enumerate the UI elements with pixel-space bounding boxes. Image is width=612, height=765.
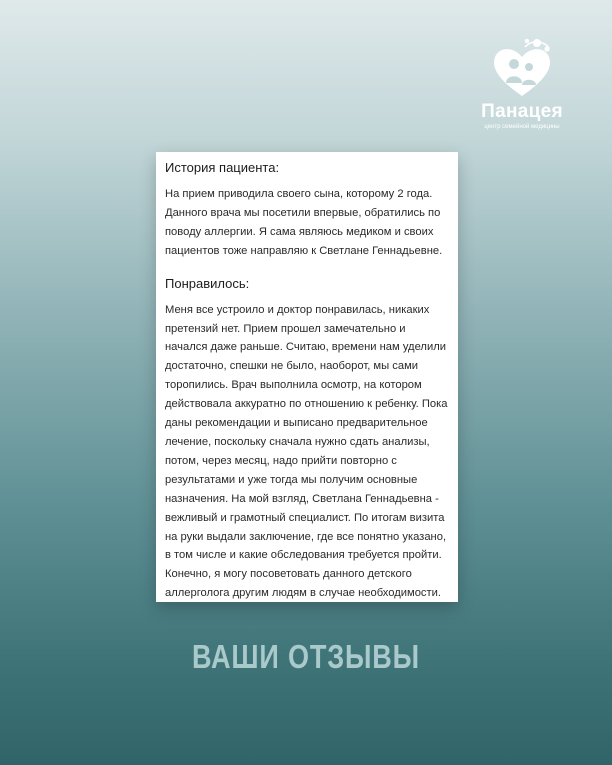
review-card: [156, 152, 458, 602]
clinic-tagline: центр семейной медицины: [484, 124, 560, 130]
heart-family-icon: [489, 38, 555, 100]
clinic-logo: [472, 38, 572, 134]
clinic-name: Панацея: [481, 101, 563, 122]
page-heading: ВАШИ ОТЗЫВЫ: [192, 638, 420, 675]
liked-text: Меня все устроило и доктор понравилась, никаких претензий нет. Прием прошел замечательно и начался даже раньше. Считаю, времени нам уделили достаточно, спешки не было, наоборот, мы сами торопились. Врач выполнила осмотр, на котором действовала аккуратно по отношению к ребенку. Пока даны рекомендации и выписано предварительное лечение, поскольку сначала нужно сдать анализы, потом, через месяц, надо прийти повторно с результатами и уже тогда мы получим основные назначения. На мой взгляд, Светлана Геннадьевна - вежливый и грамотный специалист. По итогам визита на руки выдали заключение, где все понятно указано, в том числе и какие обследования требуется пройти. Конечно, я могу посоветовать данного детского аллерголога другим людям в случае необходимости.: [165, 303, 448, 600]
history-text: На прием приводила своего сына, которому 2 года. Данного врача мы посетили впервые, обратились по поводу аллергии. Я сама являюсь медиком и своих пациентов тоже направляю к Светлане Геннадьевне.: [165, 188, 443, 257]
history-title: История пациента:: [165, 160, 280, 175]
liked-title: Понравилось:: [165, 275, 250, 291]
